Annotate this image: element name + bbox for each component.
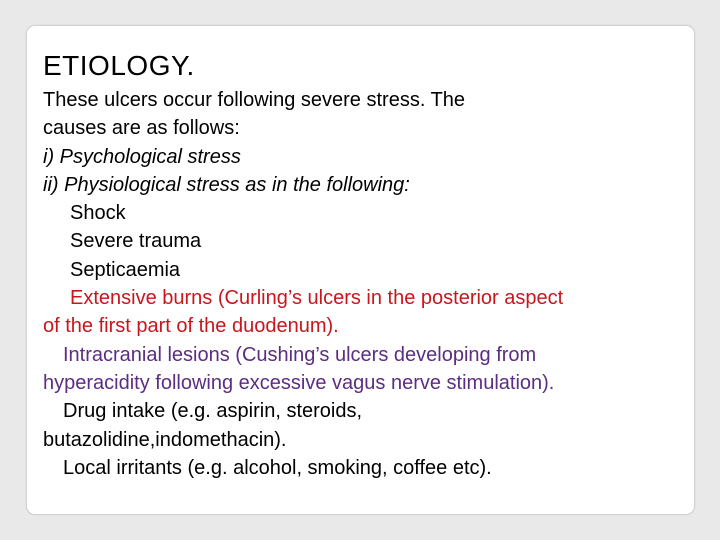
- list-item-severe-trauma: Severe trauma: [70, 230, 202, 253]
- category-psychological: i) Psychological stress: [43, 145, 241, 168]
- list-item-septicaemia: Septicaemia: [70, 258, 181, 281]
- list-item-drug-line-2: butazolidine,indomethacin).: [43, 428, 287, 451]
- list-item-drug-line-1: Drug intake (e.g. aspirin, steroids,: [63, 400, 363, 423]
- slide-title: ETIOLOGY.: [43, 50, 195, 81]
- intro-line-2: causes are as follows:: [43, 117, 240, 140]
- intro-line-1: These ulcers occur following severe stress. The: [43, 89, 466, 111]
- list-item-burns-line-2: of the first part of the duodenum).: [43, 315, 339, 338]
- list-item-shock: Shock: [70, 202, 126, 225]
- category-physiological: ii) Physiological stress as in the following:: [43, 173, 410, 196]
- list-item-burns-line-1: Extensive burns (Curling’s ulcers in the posterior aspect: [70, 287, 564, 310]
- list-item-local-irritants: Local irritants (e.g. alcohol, smoking, coffee etc).: [63, 456, 492, 479]
- slide-content: [43, 48, 683, 482]
- list-item-intracranial-line-1: Intracranial lesions (Cushing’s ulcers developing from: [63, 343, 537, 366]
- list-item-intracranial-line-2: hyperacidity following excessive vagus nerve stimulation).: [43, 371, 555, 394]
